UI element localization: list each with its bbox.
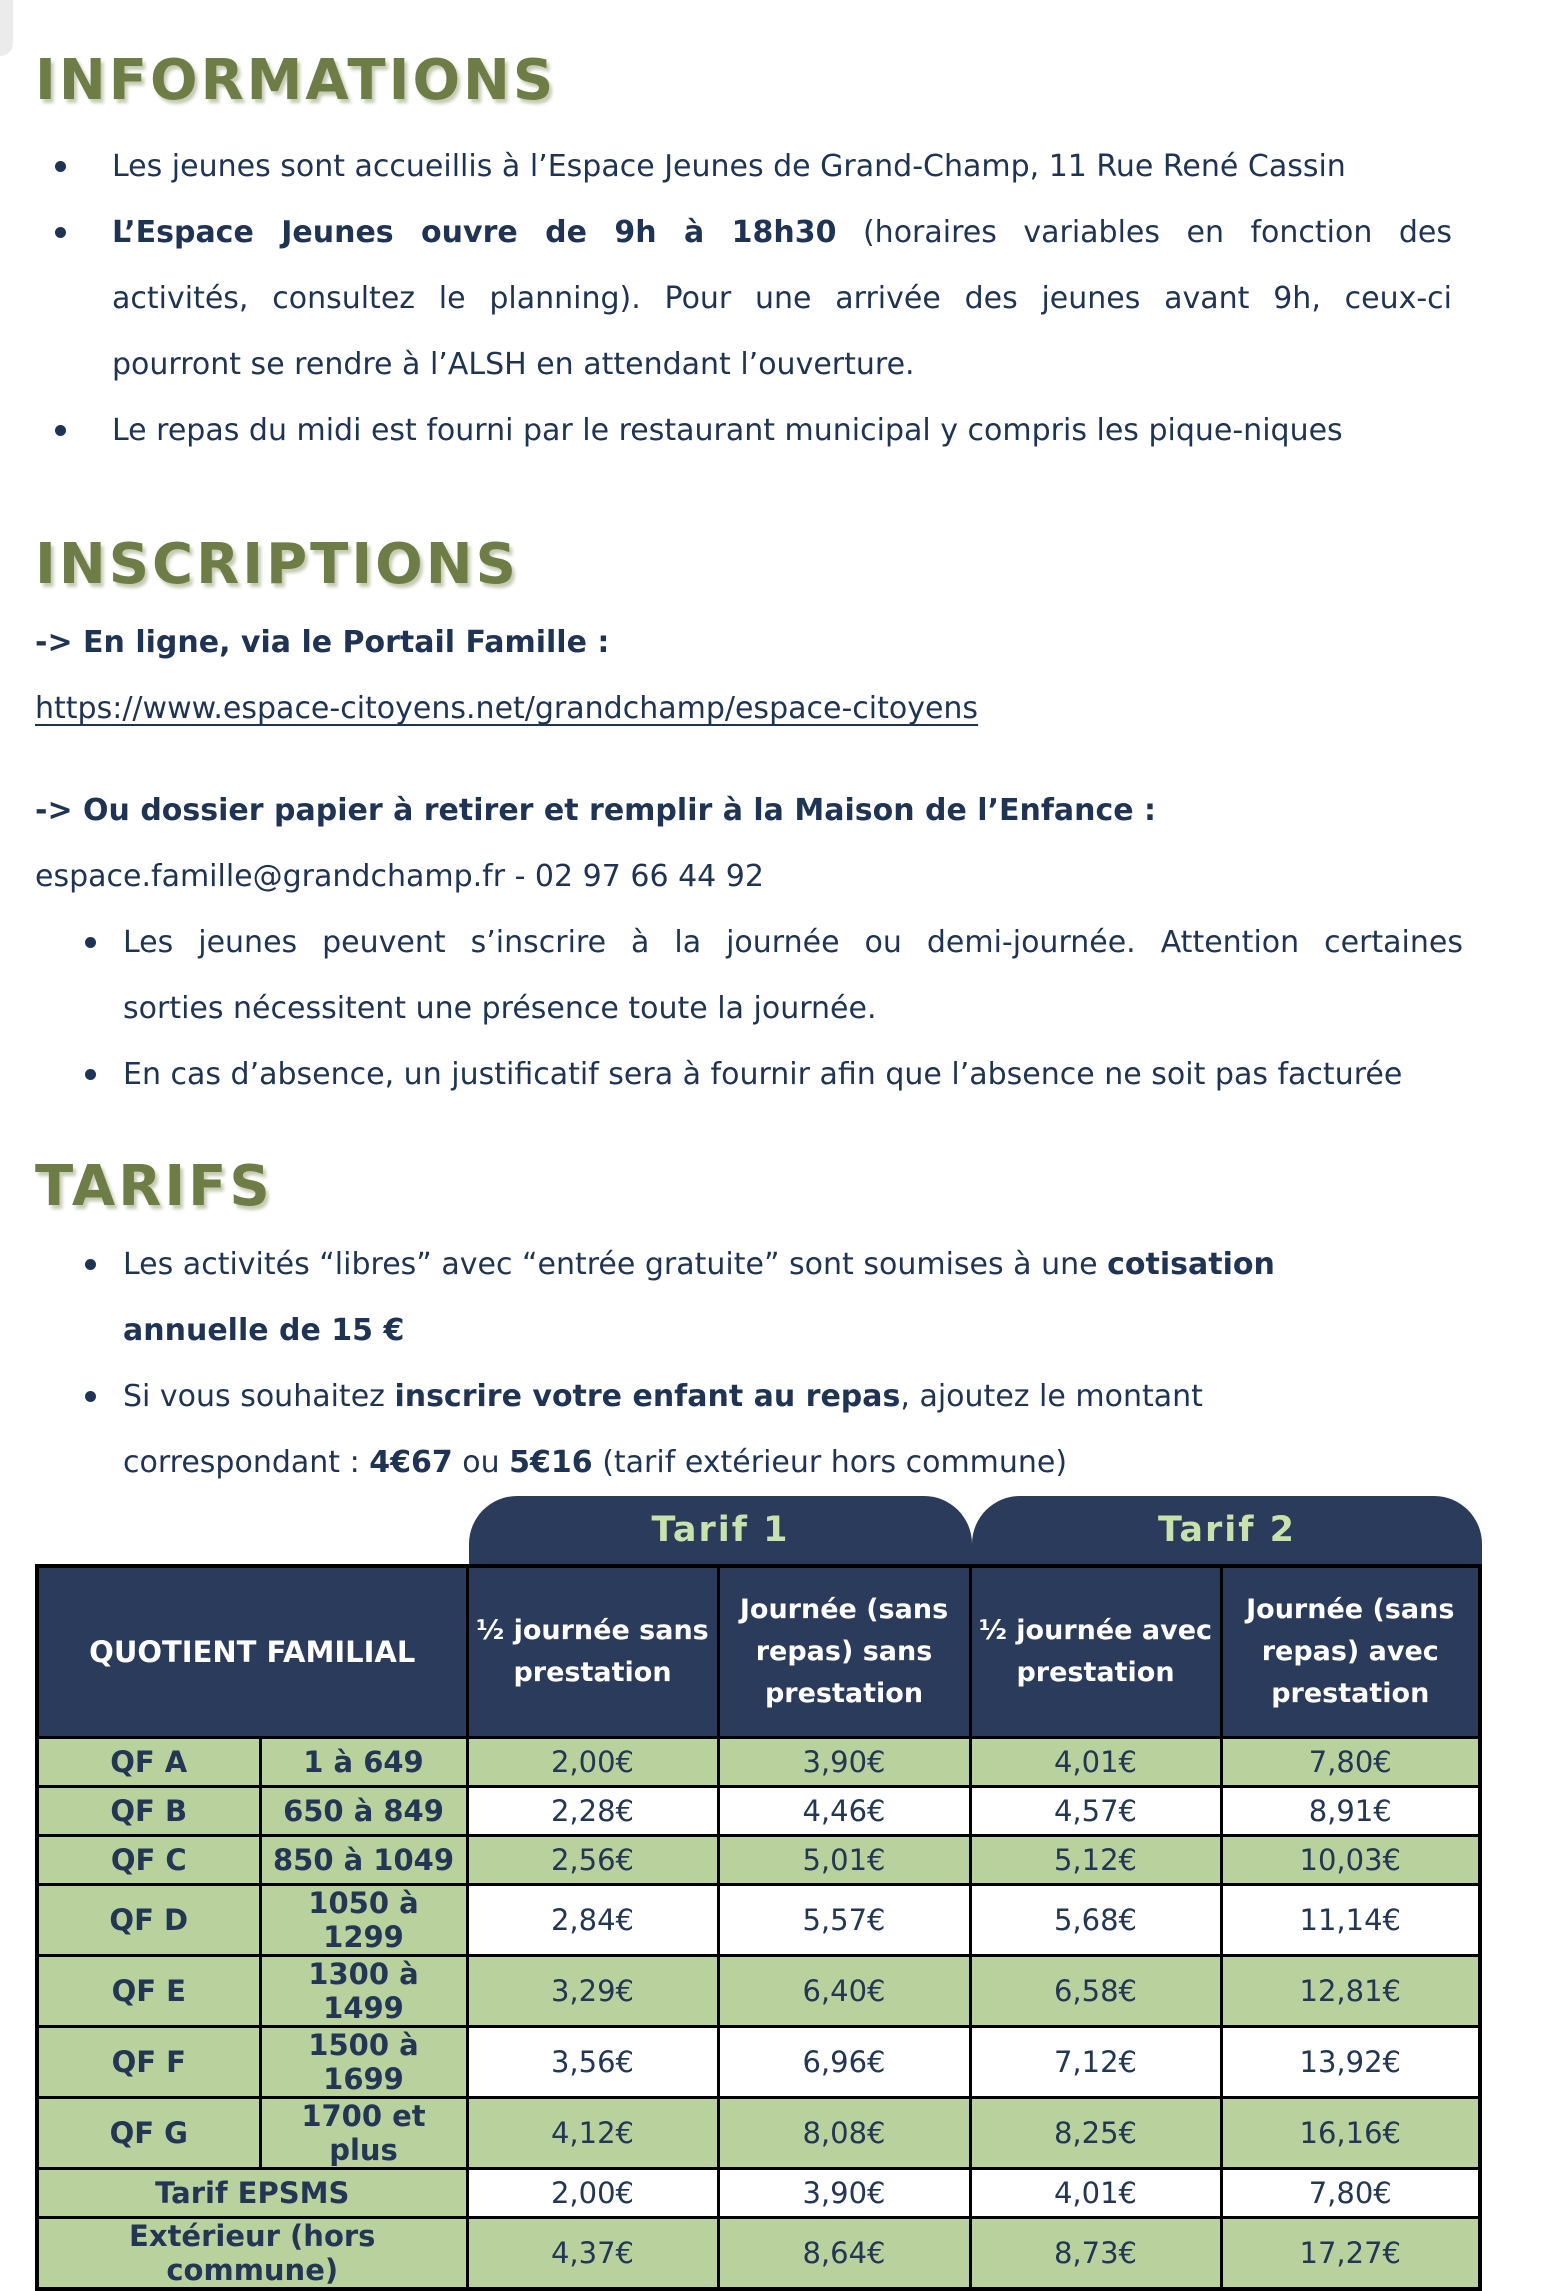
cell-value: 3,90€ xyxy=(718,1738,970,1787)
cell-value: 5,01€ xyxy=(718,1836,970,1885)
cell-value: 8,64€ xyxy=(718,2218,970,2290)
row-label: QF A xyxy=(37,1738,260,1787)
header-demi-journee-avec: ½ journée avec prestation xyxy=(970,1566,1221,1738)
table-row-epsms xyxy=(37,2169,1480,2218)
cell-value: 5,12€ xyxy=(970,1836,1221,1885)
tarif-bullet-cotisation xyxy=(35,1232,1568,1364)
text-segment: ou xyxy=(452,1445,510,1480)
bullet-icon xyxy=(55,161,66,172)
row-range: 1300 à 1499 xyxy=(260,1956,467,2027)
row-label: QF D xyxy=(37,1885,260,1956)
text-line xyxy=(112,266,1452,332)
bullet-icon xyxy=(85,937,96,948)
tab-tarif-1-label: Tarif 1 xyxy=(651,1510,790,1550)
cell-value: 5,57€ xyxy=(718,1885,970,1956)
text-segment: , ajoutez le montant xyxy=(900,1379,1203,1414)
text-segment: (horaires variables en fonction des xyxy=(836,215,1452,250)
text-segment-bold: 4€67 xyxy=(369,1445,453,1480)
cell-value: 16,16€ xyxy=(1221,2098,1480,2169)
section-title-informations: INFORMATIONS xyxy=(35,48,557,113)
section-title-tarifs: TARIFS xyxy=(35,1154,273,1219)
tarif-tabs xyxy=(35,1496,1568,1564)
text-segment: Le repas du midi est fourni par le restaurant municipal y compris les pique-niques xyxy=(112,413,1343,448)
row-range: 850 à 1049 xyxy=(260,1836,467,1885)
text-line xyxy=(123,1430,1203,1496)
text-segment: En cas d’absence, un justificatif sera à fournir afin que l’absence ne soit pas facturée xyxy=(123,1057,1403,1092)
cell-value: 2,28€ xyxy=(467,1787,718,1836)
inscription-bullet-absence xyxy=(35,1042,1568,1108)
tabs-spacer xyxy=(35,1496,469,1564)
text-segment: sorties nécessitent une présence toute la journée. xyxy=(123,991,877,1026)
row-range: 1050 à 1299 xyxy=(260,1885,467,1956)
text-line xyxy=(112,398,1343,464)
cell-value: 3,90€ xyxy=(718,2169,970,2218)
section-title-inscriptions: INSCRIPTIONS xyxy=(35,532,519,597)
section-informations xyxy=(35,48,1568,464)
cell-value: 6,58€ xyxy=(970,1956,1221,2027)
row-label: Tarif EPSMS xyxy=(37,2169,467,2218)
row-label: QF C xyxy=(37,1836,260,1885)
cell-value: 13,92€ xyxy=(1221,2027,1480,2098)
text-line xyxy=(112,332,1452,398)
bullet-icon xyxy=(55,227,66,238)
text-segment: Les jeunes sont accueillis à l’Espace Jeunes de Grand-Champ, 11 Rue René Cassin xyxy=(112,149,1346,184)
text-line xyxy=(112,134,1346,200)
tab-tarif-2-label: Tarif 2 xyxy=(1157,1510,1296,1550)
info-bullet-horaires xyxy=(35,200,1568,398)
text-segment: Si vous souhaitez xyxy=(123,1379,395,1414)
text-segment: pourront se rendre à l’ALSH en attendant l’ouverture. xyxy=(112,347,915,382)
online-registration-label: -> En ligne, via le Portail Famille : xyxy=(35,625,610,660)
cell-value: 12,81€ xyxy=(1221,1956,1480,2027)
inscription-bullet-journee xyxy=(35,910,1568,1042)
text-line xyxy=(123,1298,1275,1364)
row-label: Extérieur (hors commune) xyxy=(37,2218,467,2290)
page-corner-artifact xyxy=(0,0,13,56)
text-segment: Les activités “libres” avec “entrée gratuite” sont soumises à une xyxy=(123,1247,1108,1282)
cell-value: 8,25€ xyxy=(970,2098,1221,2169)
bullet-icon xyxy=(55,425,66,436)
cell-value: 8,73€ xyxy=(970,2218,1221,2290)
table-row xyxy=(37,1787,1480,1836)
portal-url-line xyxy=(35,676,1568,742)
cell-value: 7,12€ xyxy=(970,2027,1221,2098)
row-range: 650 à 849 xyxy=(260,1787,467,1836)
header-journee-sans: Journée (sans repas) sans prestation xyxy=(718,1566,970,1738)
text-line xyxy=(123,1042,1402,1108)
header-journee-avec: Journée (sans repas) avec prestation xyxy=(1221,1566,1480,1738)
cell-value: 8,91€ xyxy=(1221,1787,1480,1836)
cell-value: 7,80€ xyxy=(1221,2169,1480,2218)
text-line xyxy=(123,976,1463,1042)
text-segment: activités, consultez le planning). Pour une arrivée des jeunes avant 9h, ceux-ci xyxy=(112,281,1452,316)
row-range: 1700 et plus xyxy=(260,2098,467,2169)
text-segment: Les jeunes peuvent s’inscrire à la journée ou demi-journée. Attention certaines xyxy=(123,925,1463,960)
portal-famille-link[interactable]: https://www.espace-citoyens.net/grandchamp/espace-citoyens xyxy=(35,691,979,726)
header-demi-journee-sans: ½ journée sans prestation xyxy=(467,1566,718,1738)
text-line xyxy=(112,200,1452,266)
text-segment-bold: inscrire votre enfant au repas xyxy=(394,1379,901,1414)
cell-value: 2,84€ xyxy=(467,1885,718,1956)
cell-value: 11,14€ xyxy=(1221,1885,1480,1956)
cell-value: 4,12€ xyxy=(467,2098,718,2169)
info-bullet-accueil xyxy=(35,134,1568,200)
info-bullet-repas xyxy=(35,398,1568,464)
cell-value: 3,56€ xyxy=(467,2027,718,2098)
row-range: 1500 à 1699 xyxy=(260,2027,467,2098)
section-inscriptions xyxy=(35,532,1568,1108)
table-row xyxy=(37,1885,1480,1956)
text-segment-bold: 5€16 xyxy=(509,1445,593,1480)
cell-value: 6,40€ xyxy=(718,1956,970,2027)
row-label: QF G xyxy=(37,2098,260,2169)
tab-tarif-1 xyxy=(469,1496,972,1564)
cell-value: 2,56€ xyxy=(467,1836,718,1885)
table-row xyxy=(37,1836,1480,1885)
cell-value: 2,00€ xyxy=(467,2169,718,2218)
text-segment-bold: L’Espace Jeunes ouvre de 9h à 18h30 xyxy=(112,215,837,250)
cell-value: 6,96€ xyxy=(718,2027,970,2098)
row-range: 1 à 649 xyxy=(260,1738,467,1787)
tarifs-table xyxy=(35,1564,1482,2291)
text-segment-bold: cotisation xyxy=(1107,1247,1275,1282)
cell-value: 8,08€ xyxy=(718,2098,970,2169)
paper-registration-label: -> Ou dossier papier à retirer et remplir à la Maison de l’Enfance : xyxy=(35,793,1157,828)
bullet-icon xyxy=(85,1259,96,1270)
text-segment: (tarif extérieur hors commune) xyxy=(592,1445,1068,1480)
bullet-icon xyxy=(85,1069,96,1080)
cell-value: 4,37€ xyxy=(467,2218,718,2290)
cell-value: 17,27€ xyxy=(1221,2218,1480,2290)
text-segment: correspondant : xyxy=(123,1445,370,1480)
text-line xyxy=(123,1364,1203,1430)
cell-value: 3,29€ xyxy=(467,1956,718,2027)
cell-value: 5,68€ xyxy=(970,1885,1221,1956)
text-line xyxy=(123,910,1463,976)
cell-value: 4,01€ xyxy=(970,1738,1221,1787)
table-row xyxy=(37,1956,1480,2027)
cell-value: 4,01€ xyxy=(970,2169,1221,2218)
tab-tarif-2 xyxy=(972,1496,1482,1564)
tarif-bullet-repas xyxy=(35,1364,1568,1496)
row-label: QF B xyxy=(37,1787,260,1836)
table-header-row xyxy=(37,1566,1480,1738)
row-label: QF F xyxy=(37,2027,260,2098)
table-row-exterieur xyxy=(37,2218,1480,2290)
row-label: QF E xyxy=(37,1956,260,2027)
bullet-icon xyxy=(85,1391,96,1402)
table-row xyxy=(37,1738,1480,1787)
section-tarifs xyxy=(35,1154,1568,1496)
cell-value: 4,46€ xyxy=(718,1787,970,1836)
contact-email-phone: espace.famille@grandchamp.fr - 02 97 66 44 92 xyxy=(35,859,764,894)
cell-value: 7,80€ xyxy=(1221,1738,1480,1787)
table-row xyxy=(37,2098,1480,2169)
table-row xyxy=(37,2027,1480,2098)
header-quotient-familial: QUOTIENT FAMILIAL xyxy=(37,1566,467,1738)
text-segment-bold: annuelle de 15 € xyxy=(123,1313,405,1348)
cell-value: 10,03€ xyxy=(1221,1836,1480,1885)
text-line xyxy=(123,1232,1275,1298)
cell-value: 4,57€ xyxy=(970,1787,1221,1836)
cell-value: 2,00€ xyxy=(467,1738,718,1787)
